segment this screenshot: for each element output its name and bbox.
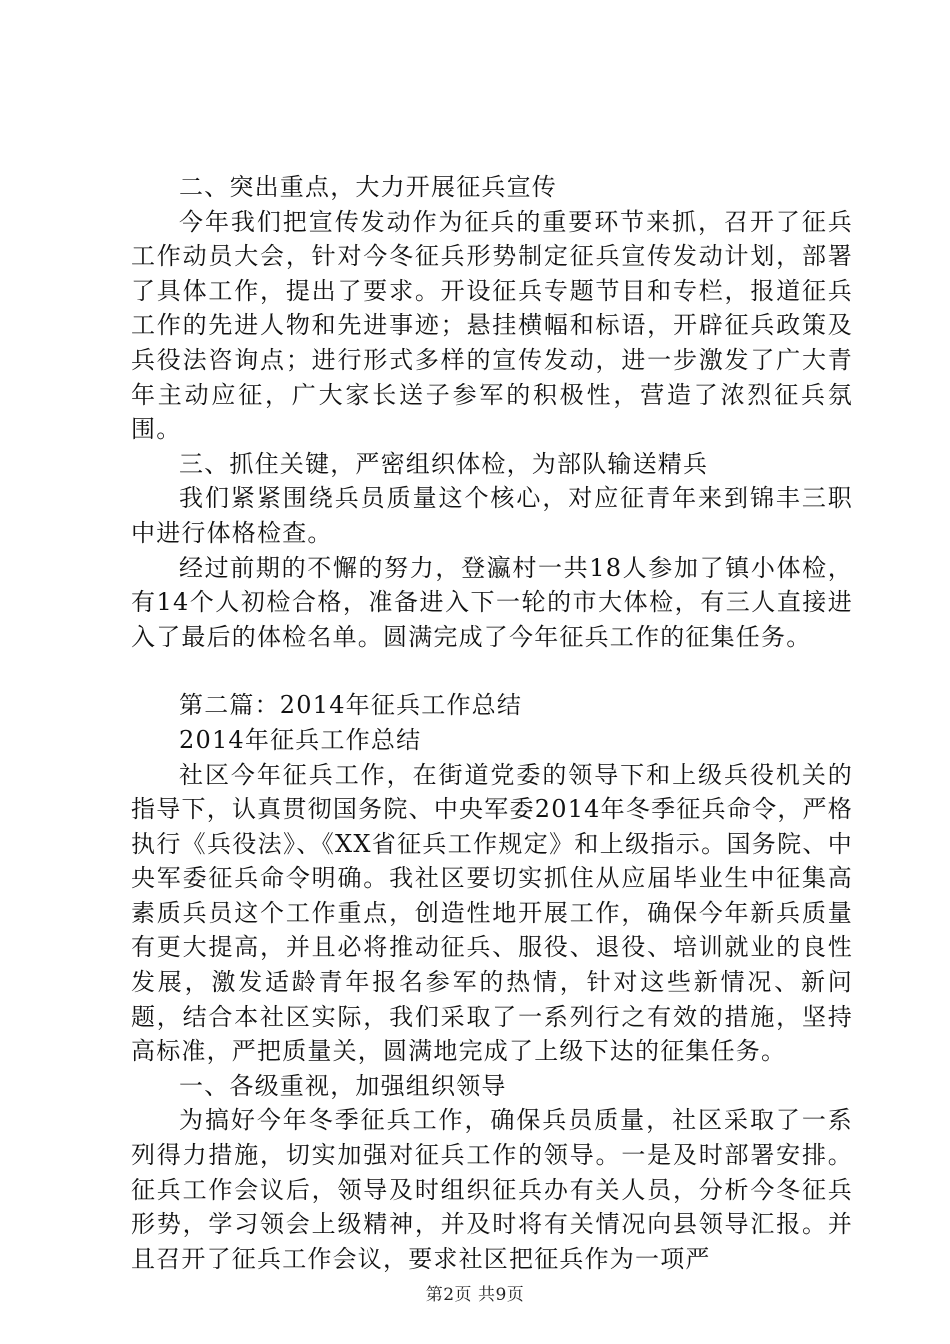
document-body: [131, 170, 853, 1276]
section-heading-physical-exam: 三、抓住关键，严密组织体检，为部队输送精兵: [179, 449, 709, 478]
paragraph-physical-exam: 我们紧紧围绕兵员质量这个核心，对应征青年来到锦丰三职中进行体格检查。: [131, 484, 853, 547]
section-heading-leadership: 一、各级重视，加强组织领导: [179, 1071, 507, 1100]
section-spacer: [131, 654, 853, 688]
page-indicator: 第2页 共9页: [425, 1285, 525, 1305]
paragraph-exam-result: 经过前期的不懈的努力，登瀛村一共18人参加了镇小体检，有14个人初检合格，准备进入下一轮的市大体检，有三人直接进入了最后的体检名单。圆满完成了今年征兵工作的征集任务。: [131, 553, 853, 651]
part-title: 第二篇：2014年征兵工作总结: [179, 691, 523, 720]
paragraph-leadership: 为搞好今年冬季征兵工作，确保兵员质量，社区采取了一系列得力措施，切实加强对征兵工作的领导。一是及时部署安排。征兵工作会议后，领导及时组织征兵办有关人员，分析今冬征兵形势，学习领会上级精神，并及时将有关情况向县领导汇报。并且召开了征兵工作会议，要求社区把征兵作为一项严: [131, 1106, 853, 1273]
section-heading-publicity: 二、突出重点，大力开展征兵宣传: [179, 173, 557, 201]
paragraph-intro: 社区今年征兵工作，在街道党委的领导下和上级兵役机关的指导下，认真贯彻国务院、中央军委2014年冬季征兵命令，严格执行《兵役法》、《XX省征兵工作规定》和上级指示。国务院、中央军委征兵命令明确。我社区要切实抓住从应届毕业生中征集高素质兵员这个工作重点，创造性地开展工作，确保今年新兵质量有更大提高，并且必将推动征兵、服役、退役、培训就业的良性发展，激发适龄青年报名参军的热情，针对这些新情况、新问题，结合本社区实际，我们采取了一系列行之有效的措施，坚持高标准，严把质量关，圆满地完成了上级下达的征集任务。: [131, 760, 853, 1066]
paragraph-publicity: 今年我们把宣传发动作为征兵的重要环节来抓，召开了征兵工作动员大会，针对今冬征兵形势制定征兵宣传发动计划，部署了具体工作，提出了要求。开设征兵专题节目和专栏，报道征兵工作的先进人物和先进事迹；悬挂横幅和标语，开辟征兵政策及兵役法咨询点；进行形式多样的宣传发动，进一步激发了广大青年主动应征，广大家长送子参军的积极性，营造了浓烈征兵氛围。: [131, 207, 853, 444]
part-subtitle: 2014年征兵工作总结: [179, 725, 422, 754]
